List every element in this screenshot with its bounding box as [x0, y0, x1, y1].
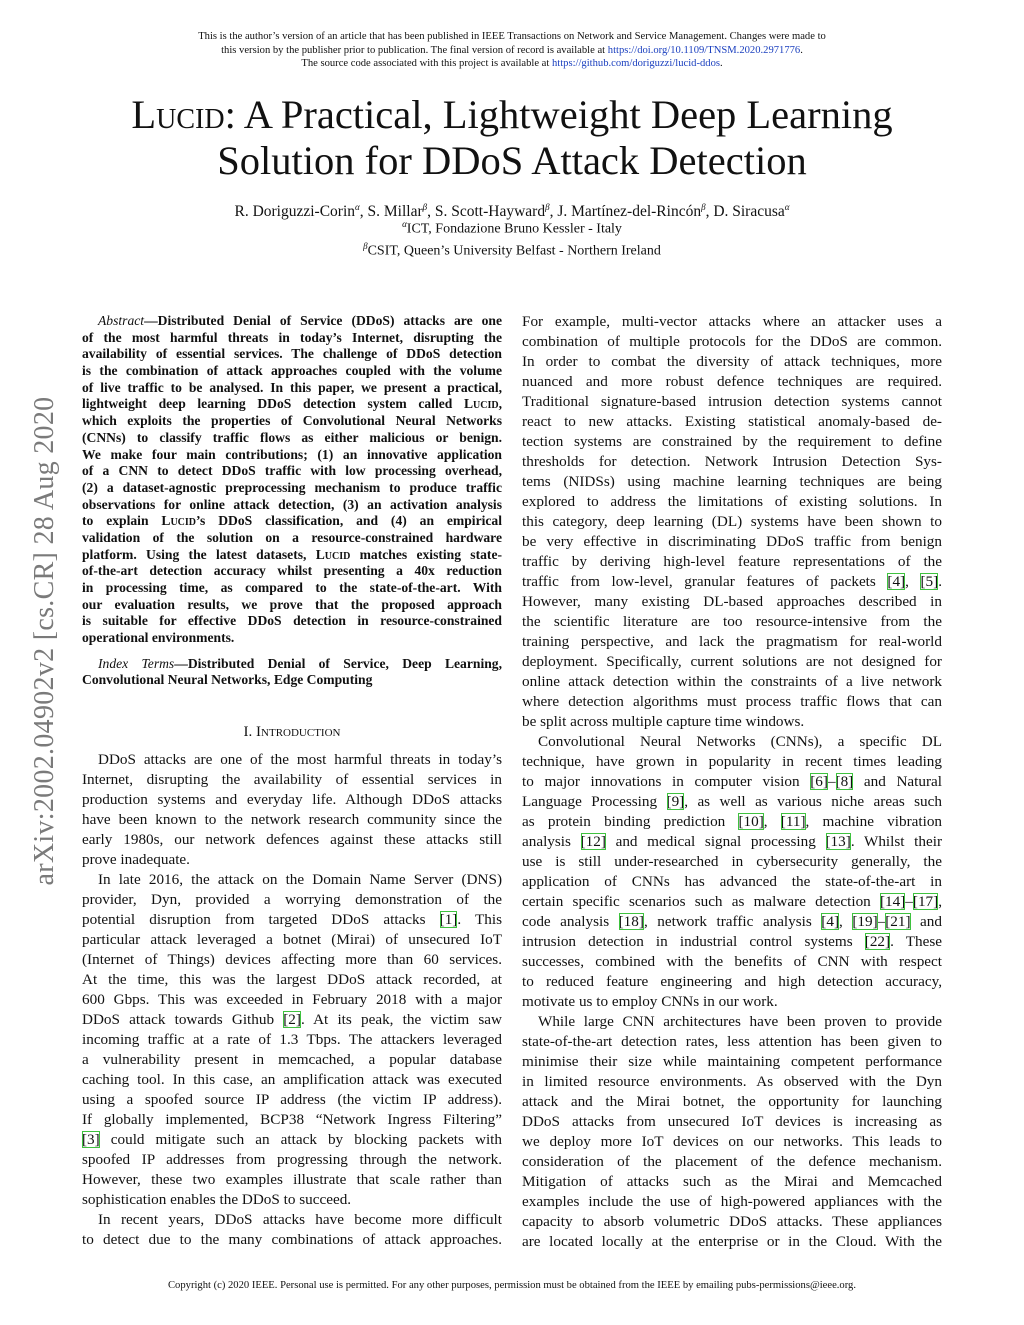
paper-title	[0, 92, 1024, 184]
text-line	[82, 1110, 502, 1130]
text-line	[82, 530, 502, 547]
text-line	[522, 592, 942, 612]
text-run: certain specific scenarios such as malware detection	[522, 893, 880, 910]
text-line	[522, 372, 942, 392]
text-line	[82, 363, 502, 380]
text-run: observations for online attack detection, (3) an activation analysis	[82, 496, 502, 512]
text-line	[82, 750, 502, 770]
citation-link[interactable]: [14]	[879, 893, 906, 910]
text-run: (Internet of Things) devices affecting more than 60 services.	[82, 951, 502, 968]
text-run: Language Processing	[522, 793, 667, 810]
text-line	[522, 552, 942, 572]
text-line	[522, 432, 942, 452]
text-line	[82, 597, 502, 614]
text-line	[522, 1152, 942, 1172]
text-run: . These	[890, 933, 942, 950]
text-line	[522, 452, 942, 472]
text-run: of live traffic to be analysed. In this paper, we present a practical,	[82, 379, 502, 395]
text-run: react to new attacks. Existing statistical anomaly-based de-	[522, 413, 942, 430]
text-run: in limited resource environments. As observed with the Dyn	[522, 1073, 942, 1090]
text-run: nuanced and more robust defence techniques are required.	[522, 373, 942, 390]
text-run: is the combination of attack approaches coupled with the volume	[82, 363, 502, 379]
text-run: could mitigate such an attack by blocking packets with	[99, 1131, 502, 1148]
text-run: sophistication enables the DDoS to succeed.	[82, 1191, 352, 1208]
text-line	[82, 1190, 502, 1210]
text-run: Mitigation of attacks such as the Mirai and Memcached	[522, 1173, 942, 1190]
text-run: validation of the solution on a resource-constrained hardware	[82, 529, 502, 545]
text-run: successes, combined with the benefits of CNN with respect	[522, 953, 942, 970]
text-run: However, these two examples illustrate that scale rather than	[82, 1171, 502, 1188]
text-run: to major innovations in computer vision	[522, 773, 811, 790]
citation-link[interactable]: [4]	[821, 913, 840, 930]
text-line	[82, 1130, 502, 1150]
text-run: attack and the Mirai botnet, the opportunity for launching	[522, 1093, 942, 1110]
text-line	[522, 312, 942, 332]
text-run: production systems and everyday life. Although DDoS attacks	[82, 791, 502, 808]
citation-link[interactable]: [8]	[835, 773, 854, 790]
citation-link[interactable]: [21]	[885, 913, 911, 930]
text-run: intrusion detection in industrial control systems	[522, 933, 865, 950]
text-run: state-of-the-art detection rates, less attention has been given to	[522, 1033, 942, 1050]
text-line	[522, 712, 942, 732]
github-link[interactable]: https://github.com/doriguzzi/lucid-ddos	[551, 58, 720, 69]
text-run: Convolutional Neural Networks, Edge Computing	[82, 672, 373, 688]
text-line	[82, 890, 502, 910]
text-line	[522, 1192, 942, 1212]
text-run: and Natural	[853, 773, 942, 790]
left-column	[82, 720, 502, 1250]
text-line	[82, 1070, 502, 1090]
text-line	[82, 413, 502, 430]
label: Abstract	[98, 313, 145, 328]
text-line	[82, 330, 502, 347]
text-line	[522, 1232, 942, 1252]
text-line	[522, 1012, 942, 1032]
text-run: of the most harmful threats in today’s Internet, disrupting the	[82, 329, 502, 345]
text-line	[82, 770, 502, 790]
text-run: . Whilst their	[850, 833, 942, 850]
abstract	[82, 313, 502, 689]
doi-link[interactable]: https://doi.org/10.1109/TNSM.2020.2971776	[607, 44, 801, 56]
text-run: . At its peak, the victim saw	[300, 1011, 502, 1028]
text-run: (CNNs) to classify traffic flows as either malicious or benign.	[82, 429, 502, 445]
text-run: to reduced feature engineering and high detection accuracy,	[522, 973, 942, 990]
text-run: We make four main contributions; (1) an innovative application	[82, 446, 502, 462]
text-run: caching tool. In this case, an amplification attack was executed	[82, 1071, 502, 1088]
text-run: thresholds for detection. Network Intrusion Detection Sys-	[522, 453, 942, 470]
text-line	[522, 632, 942, 652]
text-line	[82, 990, 502, 1010]
text-run: be split across multiple capture time windows.	[522, 713, 805, 730]
text-run: use is still under-researched in cybersecurity generally, the	[522, 853, 942, 870]
text-line	[522, 972, 942, 992]
text-line	[82, 1030, 502, 1050]
text-run: technique, have grown in popularity in recent times leading	[522, 753, 942, 770]
notice-line-1: This is the author’s version of an article that has been published in IEEE Transactions on Network and Service Management. Changes were made to	[198, 31, 826, 42]
right-column	[522, 312, 942, 1252]
text-run: Internet, disrupting the availability of essential services in	[82, 771, 502, 788]
text-run: .	[938, 573, 942, 590]
author-name: J. Martínez-del-Rincón	[557, 203, 702, 221]
text-run: . This	[457, 911, 502, 928]
system-name: Lucid	[315, 546, 351, 562]
text-line	[522, 572, 942, 592]
text-run: ,	[763, 813, 781, 830]
text-run: availability of essential services. The challenge of DDoS detection	[82, 346, 502, 362]
paragraph	[82, 750, 502, 870]
text-run: spoofed IP addresses from progressing through the network.	[82, 1151, 502, 1168]
text-run: prove inadequate.	[82, 851, 190, 868]
text-line	[82, 950, 502, 970]
notice-line-2	[0, 44, 1024, 58]
notice-text: .	[800, 44, 803, 56]
text-run: In late 2016, the attack on the Domain Name Server (DNS)	[98, 871, 502, 888]
text-line	[522, 512, 942, 532]
text-run: ,	[839, 913, 853, 930]
separator: ,	[549, 203, 558, 221]
text-line	[522, 832, 942, 852]
text-run: of a CNN to detect DDoS traffic with low processing overhead,	[82, 463, 502, 479]
text-line	[82, 1210, 502, 1230]
text-run: provider, Dyn, provided a worrying demonstration of the	[82, 891, 502, 908]
separator: ,	[705, 203, 714, 221]
text-line	[82, 1050, 502, 1070]
text-line	[82, 930, 502, 950]
text-run: and medical signal processing	[605, 833, 826, 850]
text-run: While large CNN architectures have been proven to provide	[538, 1013, 942, 1030]
paragraph	[82, 1210, 502, 1250]
section-title: Introduction	[256, 724, 341, 740]
notice-text: The source code associated with this project is available at	[301, 58, 552, 69]
text-line	[522, 1072, 942, 1092]
text-run: explored to address the limitations of existing solutions. In	[522, 493, 942, 510]
text-run: If globally implemented, BCP38 “Network Ingress Filtering”	[82, 1111, 502, 1128]
text-line	[522, 872, 942, 892]
text-line	[522, 492, 942, 512]
text-line	[82, 430, 502, 447]
affiliation-marker: β	[701, 202, 706, 212]
text-run: –	[827, 773, 836, 790]
text-run: our evaluation results, we prove that the proposed approach	[82, 596, 502, 612]
text-run: a vulnerability present in memcached, a popular database	[82, 1051, 502, 1068]
text-line	[82, 1090, 502, 1110]
text-line	[522, 752, 942, 772]
text-run: Traditional signature-based intrusion detection systems cannot	[522, 393, 942, 410]
system-name: Lucid	[161, 513, 197, 529]
text-run: lightweight deep learning DDoS detection system called	[82, 396, 464, 412]
citation-link[interactable]: [17]	[912, 893, 939, 910]
text-line	[82, 480, 502, 497]
separator: ,	[359, 203, 368, 221]
text-line	[522, 392, 942, 412]
affiliation	[0, 238, 1024, 260]
citation-link[interactable]: [19]	[852, 913, 878, 930]
text-run: where detection algorithms must process traffic flows that can	[522, 693, 942, 710]
text-run: –	[877, 913, 886, 930]
text-line	[82, 1010, 502, 1030]
author-name: S. Millar	[367, 203, 423, 221]
affiliation-marker: α	[402, 219, 407, 229]
text-run: , network traffic analysis	[643, 913, 822, 930]
text-run: operational environments.	[82, 630, 235, 646]
citation-link[interactable]: [6]	[810, 773, 828, 790]
text-run: ,	[905, 573, 921, 590]
text-run: this category, deep learning (DL) systems have been shown to	[522, 513, 942, 530]
notice-text: this version by the publisher prior to publication. The final version of record is available at	[221, 44, 608, 56]
text-line	[522, 1032, 942, 1052]
label: Index Terms	[98, 655, 175, 671]
title-text: : A Practical, Lightweight Deep Learning	[224, 92, 893, 137]
text-run: examples include the use of high-powered appliances with the	[522, 1193, 942, 1210]
text-line	[82, 1150, 502, 1170]
text-line	[82, 380, 502, 397]
notice-line-3	[0, 57, 1024, 71]
text-run: DDoS attacks from unsecured IoT devices is increasing as	[522, 1113, 942, 1130]
text-line	[522, 612, 942, 632]
text-run: capacity to absorb volumetric DDoS attacks. These appliances	[522, 1213, 942, 1230]
text-line	[82, 613, 502, 630]
text-line	[82, 850, 502, 870]
paragraph	[522, 312, 942, 732]
affiliation-text: ICT, Fondazione Bruno Kessler - Italy	[406, 221, 622, 237]
notice-text: .	[720, 58, 723, 69]
text-run: training perspective, and lack the pragmatism for real-world	[522, 633, 942, 650]
text-run: as protein binding prediction	[522, 813, 739, 830]
text-line	[522, 1212, 942, 1232]
paragraph	[82, 870, 502, 1210]
text-line	[522, 1092, 942, 1112]
text-line	[82, 970, 502, 990]
text-line	[522, 1132, 942, 1152]
text-run: traffic by deriving high-level feature representations of the	[522, 553, 942, 570]
text-line	[522, 812, 942, 832]
text-run: tems (NIDSs) using machine learning techniques are being	[522, 473, 942, 490]
citation-link[interactable]: [5]	[920, 573, 939, 590]
text-line	[82, 630, 502, 647]
text-line	[82, 563, 502, 580]
text-line	[522, 332, 942, 352]
text-run: consideration of the placement of the defence mechanism.	[522, 1153, 942, 1170]
arxiv-identifier: arXiv:2002.04902v2 [cs.CR] 28 Aug 2020	[29, 396, 60, 886]
text-run: However, many existing DL-based approaches described in	[522, 593, 942, 610]
text-run: 600 Gbps. This was exceeded in February 2018 with a major	[82, 991, 502, 1008]
paragraph	[522, 732, 942, 1012]
text-run: deployment. Specifically, current solutions are not designed for	[522, 653, 942, 670]
text-line	[82, 497, 502, 514]
system-name: Lucid	[131, 92, 225, 137]
text-run: —Distributed Denial of Service, Deep Learning,	[174, 655, 502, 671]
text-line	[522, 1172, 942, 1192]
text-run: of-the-art detection accuracy whilst presenting a 40x reduction	[82, 563, 502, 579]
text-run: matches existing state-	[350, 546, 503, 562]
paragraph	[522, 1012, 942, 1252]
publication-notice	[0, 30, 1024, 71]
text-run: online attack detection within the constraints of a live network	[522, 673, 942, 690]
text-line	[522, 732, 942, 752]
text-run: the scientific literature are too resource-intensive from the	[522, 613, 942, 630]
section-heading	[82, 722, 502, 742]
text-run: potential disruption from targeted DDoS attacks	[82, 911, 440, 928]
text-line	[82, 656, 502, 673]
citation-link[interactable]: [2]	[283, 1011, 301, 1028]
text-run: ,	[938, 893, 942, 910]
text-run: to detect due to the many combinations of attack approaches.	[82, 1231, 502, 1248]
affiliation-marker: α	[355, 202, 360, 212]
text-line	[82, 463, 502, 480]
affiliation-marker: β	[545, 202, 550, 212]
author-name: D. Siracusa	[713, 203, 785, 221]
text-run: have been known to the network research community since the	[82, 811, 502, 828]
text-run: is suitable for effective DDoS detection in resource-constrained	[82, 613, 502, 629]
citation-link[interactable]: [18]	[618, 913, 644, 930]
text-line	[522, 672, 942, 692]
separator: ,	[427, 203, 435, 221]
citation-link[interactable]: [22]	[864, 933, 891, 950]
text-run: traffic from low-level, granular features of packets	[522, 573, 888, 590]
affiliation-marker: α	[784, 202, 790, 212]
text-run: particular attack leveraged a botnet (Mirai) of unsecured IoT	[82, 931, 502, 948]
text-line	[82, 830, 502, 850]
text-run: be very effective in discriminating DDoS traffic from benign	[522, 533, 942, 550]
text-run: platform. Using the latest datasets,	[82, 546, 316, 562]
text-line	[82, 547, 502, 564]
affiliation	[0, 216, 1024, 238]
text-line	[82, 672, 502, 689]
text-run: using a spoofed source IP address (the victim IP address).	[82, 1091, 502, 1108]
text-run: In recent years, DDoS attacks have become more difficult	[98, 1211, 502, 1228]
text-run: DDoS attacks are one of the most harmful threats in today’s	[98, 751, 502, 768]
text-run: Convolutional Neural Networks (CNNs), a specific DL	[538, 733, 942, 750]
author-name: S. Scott-Hayward	[434, 203, 546, 221]
text-line	[82, 910, 502, 930]
title-line-2: Solution for DDoS Attack Detection	[217, 138, 807, 183]
system-name: Lucid	[463, 396, 499, 412]
text-line	[522, 472, 942, 492]
text-run: combination of multiple protocols for the DDoS are common.	[522, 333, 942, 350]
copyright-footer: Copyright (c) 2020 IEEE. Personal use is permitted. For any other purposes, permission must be obtained from the IEEE by emailing pubs-permissions@ieee.org.	[167, 1280, 857, 1291]
text-line	[522, 652, 942, 672]
text-run: which exploits the properties of Convolutional Neural Networks	[82, 413, 502, 429]
affiliation-marker: β	[363, 241, 368, 252]
text-run: At the time, this was the largest DDoS attack recorded, at	[82, 971, 502, 988]
text-line	[522, 1112, 942, 1132]
text-run: , as well as various niche areas such	[684, 793, 942, 810]
text-line	[82, 313, 502, 330]
text-run: in processing time, as compared to the state-of-the-art. With	[82, 580, 502, 595]
affiliation-text: CSIT, Queen’s University Belfast - Northern Ireland	[367, 243, 661, 259]
text-run: to explain	[82, 513, 162, 529]
affiliation-marker: β	[422, 202, 428, 212]
citation-link[interactable]: [1]	[439, 911, 458, 928]
text-line	[522, 952, 942, 972]
text-line	[82, 447, 502, 464]
text-run: —Distributed Denial of Service (DDoS) attacks are one	[144, 313, 502, 328]
text-run: , machine vibration	[805, 813, 943, 830]
citation-link[interactable]: [13]	[825, 833, 851, 850]
text-line	[522, 692, 942, 712]
text-run: ,	[498, 396, 502, 412]
text-line	[522, 912, 942, 932]
section-number: I.	[243, 724, 253, 740]
text-line	[522, 852, 942, 872]
text-line	[522, 532, 942, 552]
citation-link[interactable]: [3]	[82, 1131, 100, 1148]
title-line-1	[0, 92, 1024, 138]
text-run: analysis	[522, 833, 581, 850]
text-line	[82, 513, 502, 530]
citation-link[interactable]: [4]	[887, 573, 906, 590]
text-line	[82, 1230, 502, 1250]
text-line	[522, 892, 942, 912]
text-run: For example, multi-vector attacks where an attacker uses a	[522, 313, 942, 330]
text-line	[522, 412, 942, 432]
citation-link[interactable]: [9]	[666, 793, 685, 810]
affiliations	[0, 216, 1024, 260]
text-run: minimise their size while maintaining competent performance	[522, 1053, 942, 1070]
text-run: DDoS attack towards Github	[82, 1011, 284, 1028]
text-run: In order to combat the diversity of attack techniques, more	[522, 353, 942, 370]
text-run: tection systems are constrained by the requirement to define	[522, 433, 942, 450]
text-line	[522, 352, 942, 372]
text-run: early 1980s, our network defences against these attacks still	[82, 831, 502, 848]
text-run: ’s DDoS classification, and (4) an empirical	[196, 513, 502, 529]
citation-link[interactable]: [11]	[780, 813, 806, 830]
text-line	[82, 810, 502, 830]
text-line	[522, 932, 942, 952]
author-name: R. Doriguzzi-Corin	[234, 203, 356, 221]
citation-link[interactable]: [10]	[738, 813, 764, 830]
text-run: application of CNNs has advanced the state-of-the-art in	[522, 873, 942, 890]
text-line	[82, 790, 502, 810]
text-run: –	[905, 893, 913, 910]
text-run: (2) a dataset-agnostic preprocessing mechanism to produce traffic	[82, 479, 502, 495]
text-run: are located locally at the enterprise or in the Cloud. With the	[522, 1233, 942, 1250]
text-line	[522, 992, 942, 1012]
text-run: and	[910, 913, 942, 930]
text-run: incoming traffic at a rate of 1.3 Tbps. The attackers leveraged	[82, 1031, 502, 1048]
text-line	[522, 792, 942, 812]
text-run: we deploy more IoT devices on our networks. This leads to	[522, 1133, 942, 1150]
text-line	[82, 1170, 502, 1190]
citation-link[interactable]: [12]	[580, 833, 606, 850]
text-line	[522, 1052, 942, 1072]
text-run: code analysis	[522, 913, 619, 930]
text-line	[522, 772, 942, 792]
text-line	[82, 396, 502, 413]
text-run: motivate us to employ CNNs in our work.	[522, 993, 778, 1010]
text-line	[82, 870, 502, 890]
text-line	[82, 346, 502, 363]
text-line	[82, 580, 502, 597]
